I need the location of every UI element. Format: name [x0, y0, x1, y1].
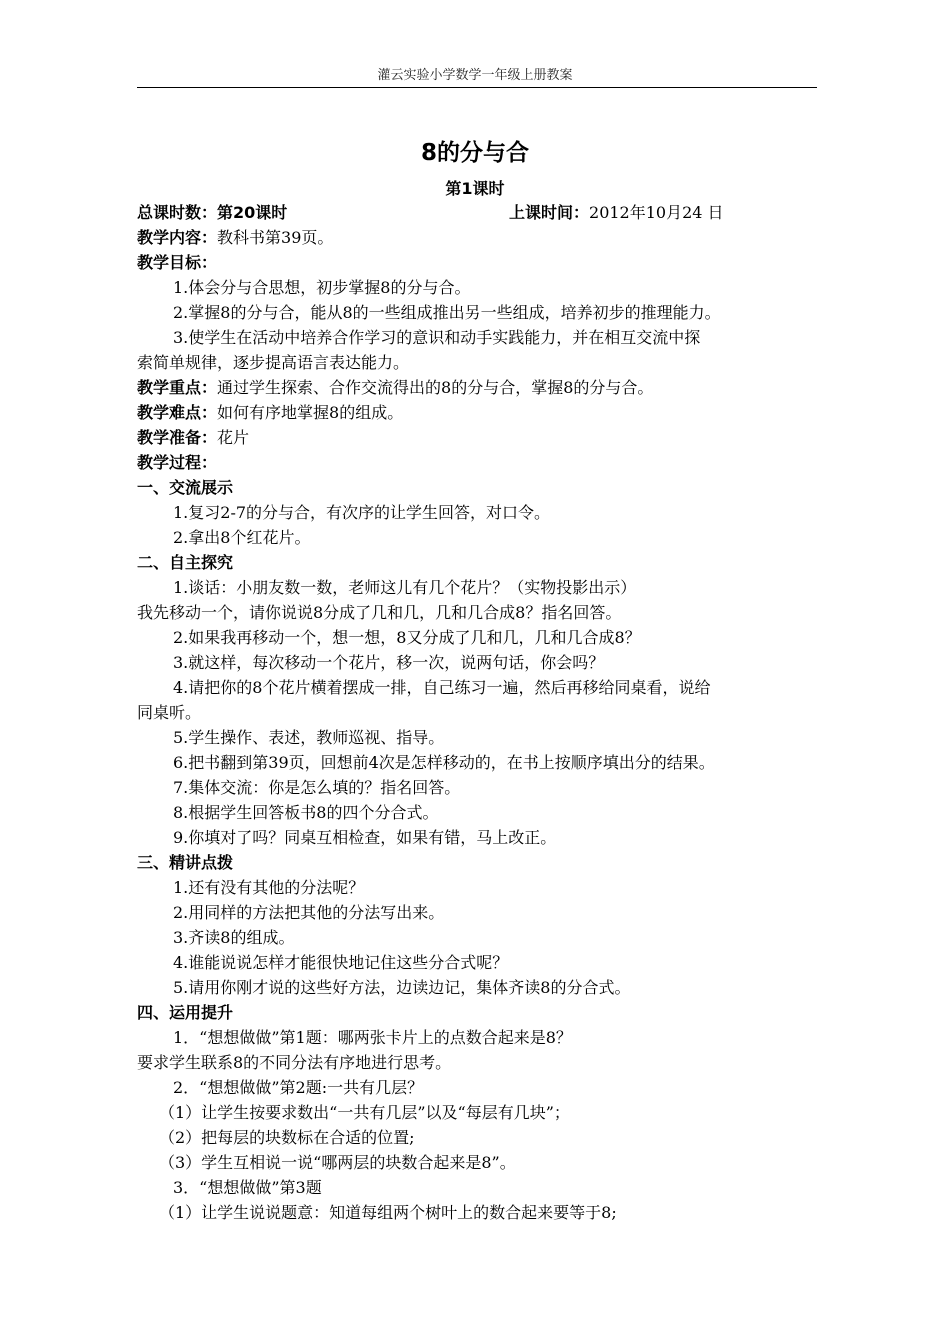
section-line: （2）把每层的块数标在合适的位置;	[159, 1128, 415, 1147]
info-text: 教科书第39页。	[217, 228, 334, 247]
info2-label: 教学难点：	[137, 403, 218, 422]
info2-row	[137, 375, 827, 400]
section-heading: 二、自主探究	[137, 553, 234, 572]
section-line: （1）让学生按要求数出“一共有几层”以及“每层有几块”；	[159, 1103, 570, 1122]
section-line: 6.把书翻到第39页，回想前4次是怎样移动的，在书上按顺序填出分的结果。	[173, 753, 715, 772]
lesson-number: 第1课时	[445, 179, 505, 198]
section-line: 同桌听。	[137, 703, 202, 722]
section-line: 3.就这样，每次移动一个花片，移一次，说两句话，你会吗？	[173, 653, 605, 672]
section-line: 7.集体交流：你是怎么填的？指名回答。	[173, 778, 461, 797]
total-hours: 总课时数：第20课时	[137, 203, 288, 222]
info2-block	[137, 375, 827, 475]
info-label: 教学内容：	[137, 228, 218, 247]
info2-row	[137, 425, 827, 450]
section-heading: 一、交流展示	[137, 478, 234, 497]
document-body	[137, 200, 827, 1225]
section-line: 1.谈话：小朋友数一数，老师这儿有几个花片？（实物投影出示）	[173, 578, 637, 597]
goal-line: 2.掌握8的分与合，能从8的一些组成推出另一些组成，培养初步的推理能力。	[173, 303, 721, 322]
section-line: 2.如果我再移动一个，想一想，8又分成了几和几，几和几合成8？	[173, 628, 641, 647]
section-line: 9.你填对了吗？同桌互相检查，如果有错，马上改正。	[173, 828, 557, 847]
section-line: 3.齐读8的组成。	[173, 928, 295, 947]
section-line: 2.拿出8个红花片。	[173, 528, 311, 547]
section-line: （3）学生互相说一说“哪两层的块数合起来是8”。	[159, 1153, 516, 1172]
info2-label: 教学准备：	[137, 428, 218, 447]
section-line: 2.用同样的方法把其他的分法写出来。	[173, 903, 445, 922]
section-line: 4.请把你的8个花片横着摆成一排，自己练习一遍，然后再移给同桌看，说给	[173, 678, 711, 697]
document-title: 8的分与合	[420, 140, 529, 166]
info-row	[137, 250, 827, 275]
info2-label: 教学重点：	[137, 378, 218, 397]
section-line: 4.谁能说说怎样才能很快地记住这些分合式呢？	[173, 953, 509, 972]
goal-line: 索简单规律，逐步提高语言表达能力。	[137, 353, 410, 372]
page-header: 灌云实验小学数学一年级上册教案	[377, 68, 573, 83]
section-line: 要求学生联系8的不同分法有序地进行思考。	[137, 1053, 452, 1072]
section-line: 2．“想想做做”第2题:一共有几层？	[173, 1078, 424, 1097]
class-time: 上课时间：2012年10月24 日	[509, 203, 724, 222]
section-line: 1.复习2-7的分与合，有次序的让学生回答，对口令。	[173, 503, 551, 522]
header-rule	[137, 87, 817, 88]
section-line: 5.请用你刚才说的这些好方法，边读边记，集体齐读8的分合式。	[173, 978, 631, 997]
info-block	[137, 225, 827, 275]
section-line: （1）让学生说说题意：知道每组两个树叶上的数合起来要等于8;	[159, 1203, 617, 1222]
info-row	[137, 225, 827, 250]
info2-row	[137, 400, 827, 425]
info2-text: 如何有序地掌握8的组成。	[217, 403, 404, 422]
meta-row	[137, 200, 827, 225]
section-line: 1．“想想做做”第1题：哪两张卡片上的点数合起来是8？	[173, 1028, 572, 1047]
section-line: 3．“想想做做”第3题	[173, 1178, 322, 1197]
goal-line: 1.体会分与合思想，初步掌握8的分与合。	[173, 278, 471, 297]
section-line: 8.根据学生回答板书8的四个分合式。	[173, 803, 439, 822]
section-line: 我先移动一个，请你说说8分成了几和几，几和几合成8？指名回答。	[137, 603, 622, 622]
section-heading: 四、运用提升	[137, 1003, 234, 1022]
section-line: 1.还有没有其他的分法呢？	[173, 878, 365, 897]
info2-text: 花片	[217, 428, 250, 447]
section-line: 5.学生操作、表述，教师巡视、指导。	[173, 728, 445, 747]
sections-block	[137, 475, 827, 1225]
info2-text: 通过学生探索、合作交流得出的8的分与合，掌握8的分与合。	[217, 378, 654, 397]
section-heading: 三、精讲点拨	[137, 853, 234, 872]
info-label: 教学目标：	[137, 253, 218, 272]
goal-line: 3.使学生在活动中培养合作学习的意识和动手实践能力，并在相互交流中探	[173, 328, 701, 347]
info2-label: 教学过程：	[137, 453, 218, 472]
info2-row	[137, 450, 827, 475]
goals-block	[137, 275, 827, 375]
